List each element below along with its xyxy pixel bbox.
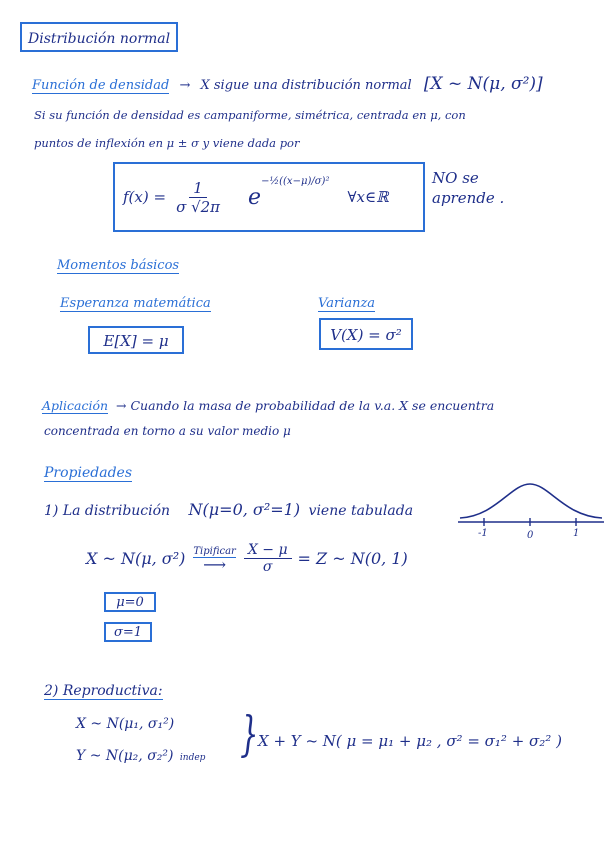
box-sigma-text: σ=1 [113, 625, 143, 640]
application-line-2: concentrada en torno a su valor medio μ [44, 424, 291, 438]
variance-label: Varianza [318, 296, 376, 311]
bell-curve-path [460, 484, 602, 518]
density-notation: [X ~ N(μ, σ²)] [423, 74, 543, 94]
standardize-lhs: X ~ N(μ, σ²) [86, 549, 186, 568]
repro-y: Y ~ N(μ₂, σ₂²) [76, 748, 174, 764]
box-mu-text: μ=0 [116, 595, 144, 610]
note-line-2: aprende . [432, 189, 505, 207]
expectation-label: Esperanza matemática [60, 296, 211, 311]
repro-x: X ~ N(μ₁, σ₁²) [76, 716, 175, 732]
formula-denominator: σ √2π [176, 197, 221, 216]
property-1-label: 1) La distribución [44, 503, 171, 519]
density-line-2: Si su función de densidad es campaniforme, simétrica, centrada en μ, con [34, 108, 466, 122]
properties-heading: Propiedades [44, 465, 133, 481]
property-1-line [44, 500, 413, 519]
density-line-3: puntos de inflexión en μ ± σ y viene dada por [34, 136, 300, 150]
variance-formula: V(X) = σ² [330, 326, 402, 344]
page-title: Distribución normal [28, 31, 171, 47]
density-formula-box [113, 162, 425, 232]
title-box [20, 22, 178, 52]
tick-label-mid: 0 [527, 530, 534, 541]
note-not-learned [432, 168, 504, 208]
note-line-1: NO se [432, 169, 479, 187]
property-1-rest: viene tabulada [308, 503, 414, 519]
expectation-formula: E[X] = μ [103, 332, 169, 350]
repro-indep: indep [179, 753, 206, 763]
formula-exponent: −½((x−μ)/σ)² [261, 175, 330, 187]
standardize-arrow-label: Tipificar [193, 545, 236, 557]
moments-heading: Momentos básicos [57, 258, 180, 273]
property-1-dist: N(μ=0, σ²=1) [188, 500, 301, 519]
property-2-text: 2) Reproductiva: [44, 683, 163, 699]
standardize-arrow [193, 546, 235, 572]
formula-fraction [172, 179, 224, 216]
application-heading: Aplicación [42, 398, 109, 413]
repro-brace: } [240, 706, 259, 762]
standardize-denominator: σ [262, 559, 273, 575]
formula-lhs: f(x) = [123, 188, 167, 206]
expectation-box [88, 326, 184, 354]
repro-y-line [76, 748, 205, 764]
box-mu-zero [104, 592, 156, 612]
formula-exp-base: e [248, 184, 262, 210]
standardize-numerator: X − μ [244, 542, 292, 559]
density-line-1 [32, 74, 543, 94]
variance-box [319, 318, 413, 350]
property-2-label [44, 683, 163, 699]
standardize-fraction [244, 542, 292, 575]
application-text-1: → Cuando la masa de probabilidad de la v.a. X se encuentra [116, 398, 495, 413]
formula-domain: ∀x∈ℝ [347, 188, 389, 206]
formula-numerator: 1 [189, 179, 207, 198]
application-line-1 [42, 398, 494, 413]
density-intro: X sigue una distribución normal [200, 78, 412, 93]
arrow-icon: ⟶ [203, 554, 227, 574]
tick-label-left: -1 [478, 528, 488, 539]
box-sigma-one [104, 622, 152, 642]
standardize-rhs: = Z ~ N(0, 1) [297, 549, 408, 568]
density-arrow: → [179, 78, 191, 93]
density-heading: Función de densidad [32, 78, 170, 93]
tick-label-right: 1 [573, 528, 580, 539]
standardize-line [86, 542, 408, 575]
repro-result: X + Y ~ N( μ = μ₁ + μ₂ , σ² = σ₁² + σ₂² ) [258, 732, 562, 750]
